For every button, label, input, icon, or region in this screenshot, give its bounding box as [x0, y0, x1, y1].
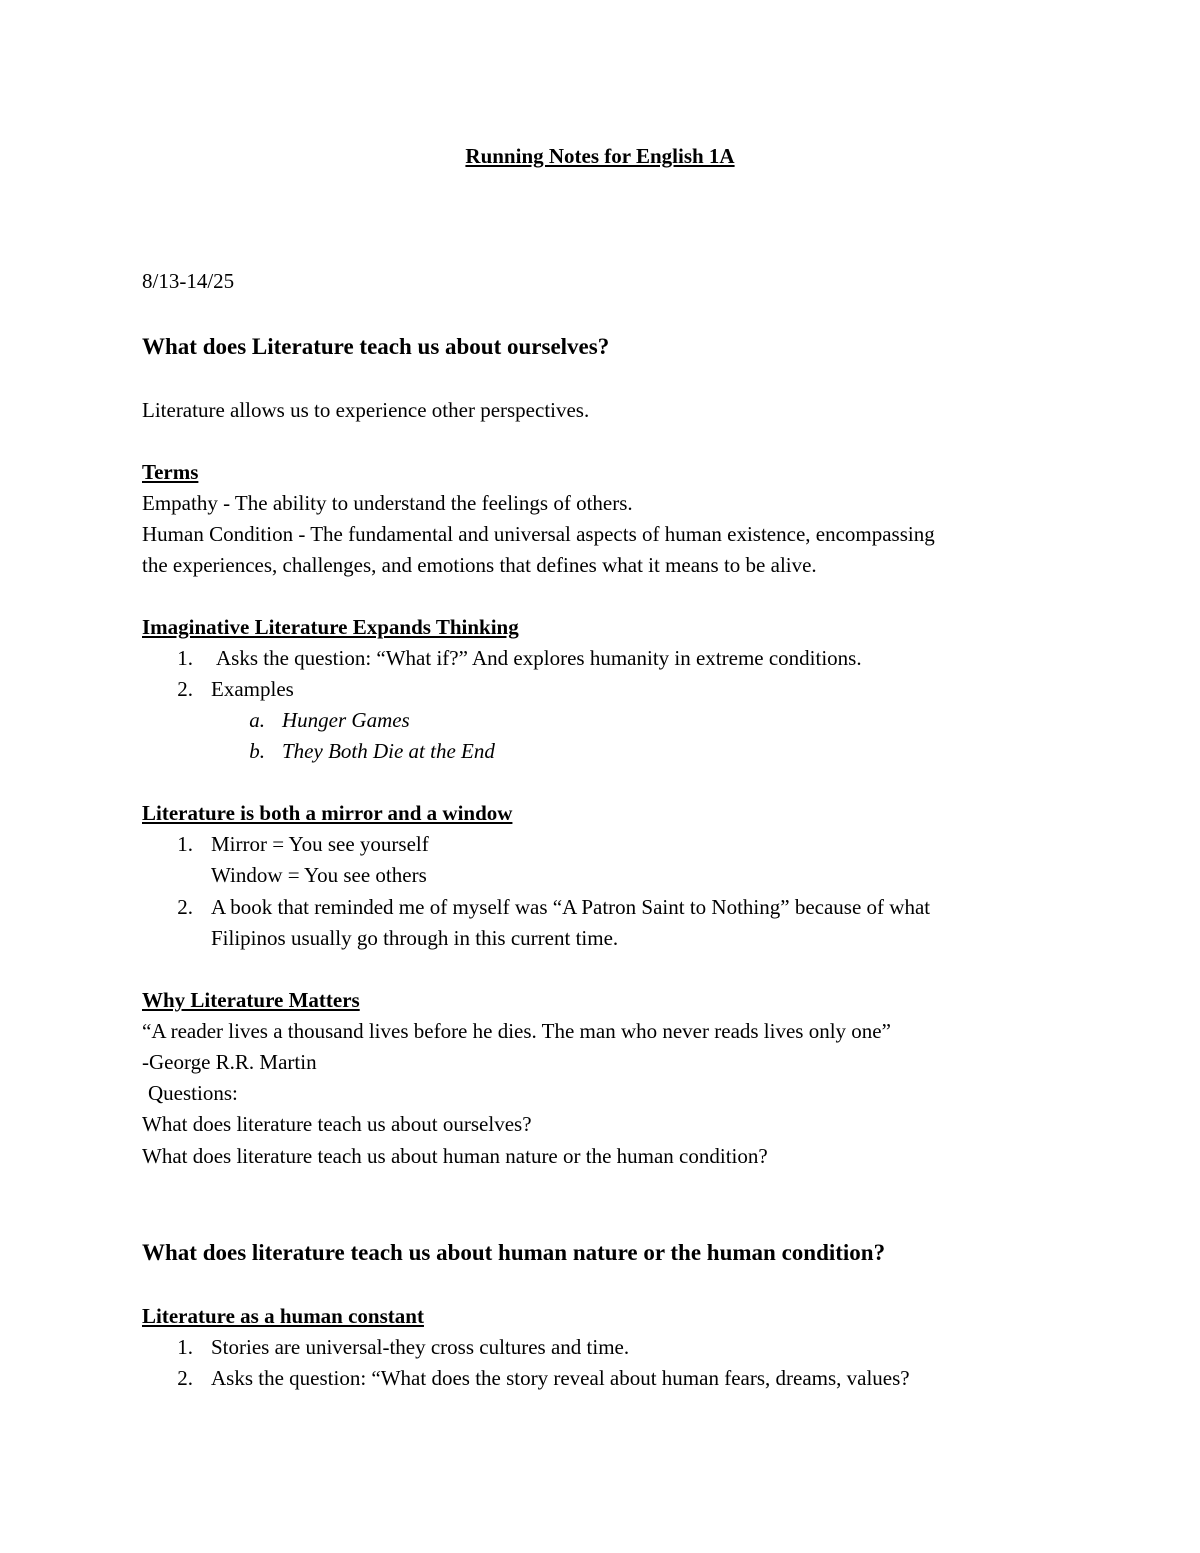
intro-text: Literature allows us to experience other perspectives.	[142, 398, 590, 422]
book-reflection-line2: Filipinos usually go through in this current time.	[211, 926, 619, 950]
sublist-marker: a.	[249, 708, 265, 732]
term-empathy: Empathy - The ability to understand the feelings of others.	[142, 491, 633, 515]
list-marker: 2.	[177, 895, 193, 919]
term-human-condition-line2: the experiences, challenges, and emotions that defines what it means to be alive.	[142, 553, 817, 577]
window-line: Window = You see others	[211, 863, 427, 887]
why-heading: Why Literature Matters	[142, 988, 360, 1012]
list-item: Stories are universal-they cross cultures and time.	[211, 1335, 630, 1359]
mirror-line: Mirror = You see yourself	[211, 832, 429, 856]
sublist-marker: b.	[249, 739, 265, 763]
terms-heading: Terms	[142, 460, 199, 484]
book-reflection-line1: A book that reminded me of myself was “A Patron Saint to Nothing” because of what	[211, 895, 931, 919]
question-2: What does literature teach us about human nature or the human condition?	[142, 1144, 768, 1168]
list-marker: 2.	[177, 1366, 193, 1390]
book-title-hunger-games: Hunger Games	[282, 708, 410, 732]
list-marker: 1.	[177, 1335, 193, 1359]
section-heading-human-nature: What does literature teach us about human nature or the human condition?	[142, 1240, 886, 1265]
term-human-condition-line1: Human Condition - The fundamental and universal aspects of human existence, encompassing	[142, 522, 935, 546]
list-marker: 1.	[177, 646, 193, 670]
questions-label: Questions:	[148, 1081, 238, 1105]
book-title-they-both-die: They Both Die at the End	[282, 739, 495, 763]
quote-text: “A reader lives a thousand lives before he dies. The man who never reads lives only one”	[142, 1019, 891, 1043]
list-marker: 1.	[177, 832, 193, 856]
list-item: Examples	[211, 677, 294, 701]
constant-heading: Literature as a human constant	[142, 1304, 424, 1328]
mirror-heading: Literature is both a mirror and a window	[142, 801, 513, 825]
date-line: 8/13-14/25	[142, 269, 235, 293]
document-title: Running Notes for English 1A	[465, 144, 735, 168]
section-heading-ourselves: What does Literature teach us about ourselves?	[142, 334, 610, 359]
list-item: Asks the question: “What does the story reveal about human fears, dreams, values?	[211, 1366, 910, 1390]
imaginative-heading: Imaginative Literature Expands Thinking	[142, 615, 519, 639]
question-1: What does literature teach us about ourselves?	[142, 1112, 532, 1136]
list-item: Asks the question: “What if?” And explores humanity in extreme conditions.	[216, 646, 862, 670]
list-marker: 2.	[177, 677, 193, 701]
quote-author: -George R.R. Martin	[142, 1050, 317, 1074]
